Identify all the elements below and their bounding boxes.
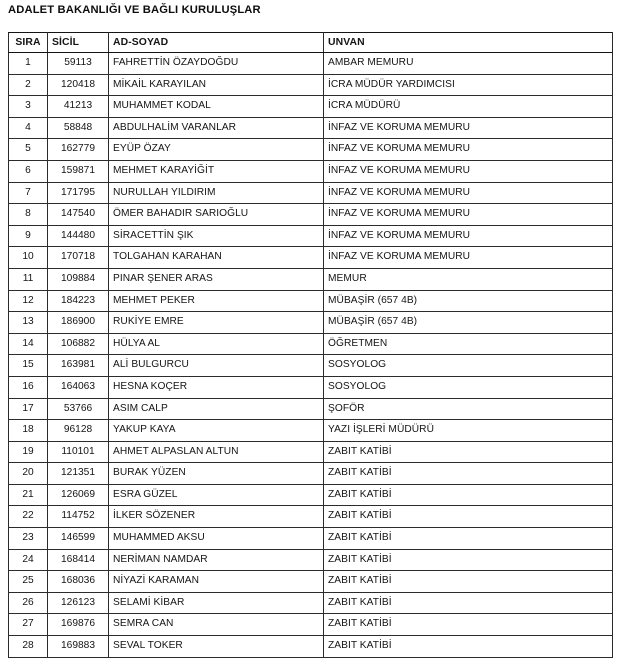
cell-sira: 3 (9, 96, 48, 118)
table-row (9, 247, 613, 269)
cell-sicil: 164063 (48, 376, 109, 398)
cell-sicil: 110101 (48, 441, 109, 463)
cell-sicil: 114752 (48, 506, 109, 528)
cell-unvan: MÜBAŞİR (657 4B) (324, 290, 613, 312)
table-row (9, 312, 613, 334)
cell-unvan: ZABIT KATİBİ (324, 441, 613, 463)
cell-unvan: SOSYOLOG (324, 355, 613, 377)
table-row (9, 333, 613, 355)
cell-ad-soyad: ALİ BULGURCU (109, 355, 324, 377)
cell-sicil: 162779 (48, 139, 109, 161)
cell-ad-soyad: ÖMER BAHADIR SARIOĞLU (109, 204, 324, 226)
cell-unvan: İNFAZ VE KORUMA MEMURU (324, 247, 613, 269)
table-row (9, 398, 613, 420)
cell-unvan: ŞOFÖR (324, 398, 613, 420)
cell-ad-soyad: SEMRA CAN (109, 614, 324, 636)
cell-sira: 19 (9, 441, 48, 463)
column-header-sicil: SİCİL (48, 33, 109, 53)
cell-sira: 10 (9, 247, 48, 269)
cell-ad-soyad: SEVAL TOKER (109, 636, 324, 658)
cell-sicil: 171795 (48, 182, 109, 204)
cell-sicil: 163981 (48, 355, 109, 377)
table-row (9, 592, 613, 614)
table-body (9, 53, 613, 658)
cell-unvan: ÖĞRETMEN (324, 333, 613, 355)
cell-unvan: İCRA MÜDÜR YARDIMCISI (324, 74, 613, 96)
table-row (9, 355, 613, 377)
cell-sira: 28 (9, 636, 48, 658)
table-row (9, 160, 613, 182)
cell-ad-soyad: MEHMET KARAYİĞİT (109, 160, 324, 182)
cell-sicil: 59113 (48, 53, 109, 75)
table-row (9, 614, 613, 636)
cell-ad-soyad: RUKİYE EMRE (109, 312, 324, 334)
cell-unvan: ZABIT KATİBİ (324, 484, 613, 506)
cell-ad-soyad: NİYAZİ KARAMAN (109, 571, 324, 593)
table-header (9, 33, 613, 53)
table-row (9, 549, 613, 571)
cell-sira: 21 (9, 484, 48, 506)
table-row (9, 117, 613, 139)
cell-sicil: 121351 (48, 463, 109, 485)
column-header-sira: SIRA (9, 33, 48, 53)
cell-sicil: 106882 (48, 333, 109, 355)
cell-ad-soyad: ABDULHALİM VARANLAR (109, 117, 324, 139)
cell-ad-soyad: NURULLAH YILDIRIM (109, 182, 324, 204)
cell-sira: 11 (9, 268, 48, 290)
cell-ad-soyad: NERİMAN NAMDAR (109, 549, 324, 571)
cell-ad-soyad: AHMET ALPASLAN ALTUN (109, 441, 324, 463)
cell-unvan: ZABIT KATİBİ (324, 506, 613, 528)
cell-unvan: İNFAZ VE KORUMA MEMURU (324, 204, 613, 226)
table-row (9, 441, 613, 463)
cell-sira: 24 (9, 549, 48, 571)
cell-ad-soyad: HESNA KOÇER (109, 376, 324, 398)
column-header-ad-soyad: AD-SOYAD (109, 33, 324, 53)
cell-unvan: MEMUR (324, 268, 613, 290)
cell-unvan: ZABIT KATİBİ (324, 463, 613, 485)
cell-ad-soyad: ASIM CALP (109, 398, 324, 420)
cell-sicil: 184223 (48, 290, 109, 312)
cell-unvan: İNFAZ VE KORUMA MEMURU (324, 182, 613, 204)
cell-unvan: AMBAR MEMURU (324, 53, 613, 75)
cell-sira: 20 (9, 463, 48, 485)
cell-ad-soyad: MEHMET PEKER (109, 290, 324, 312)
cell-sira: 15 (9, 355, 48, 377)
cell-sicil: 186900 (48, 312, 109, 334)
cell-sira: 1 (9, 53, 48, 75)
cell-ad-soyad: BURAK YÜZEN (109, 463, 324, 485)
cell-sira: 25 (9, 571, 48, 593)
table-row (9, 268, 613, 290)
cell-unvan: ZABIT KATİBİ (324, 614, 613, 636)
cell-sicil: 168414 (48, 549, 109, 571)
cell-sicil: 170718 (48, 247, 109, 269)
cell-unvan: İNFAZ VE KORUMA MEMURU (324, 117, 613, 139)
cell-unvan: İNFAZ VE KORUMA MEMURU (324, 225, 613, 247)
cell-ad-soyad: TOLGAHAN KARAHAN (109, 247, 324, 269)
cell-sicil: 146599 (48, 528, 109, 550)
table-row (9, 420, 613, 442)
table-row (9, 96, 613, 118)
cell-unvan: SOSYOLOG (324, 376, 613, 398)
table-row (9, 636, 613, 658)
cell-sicil: 169876 (48, 614, 109, 636)
cell-ad-soyad: PINAR ŞENER ARAS (109, 268, 324, 290)
table-row (9, 182, 613, 204)
cell-ad-soyad: SİRACETTİN ŞIK (109, 225, 324, 247)
cell-unvan: ZABIT KATİBİ (324, 592, 613, 614)
column-header-unvan: UNVAN (324, 33, 613, 53)
cell-ad-soyad: İLKER SÖZENER (109, 506, 324, 528)
cell-sicil: 147540 (48, 204, 109, 226)
cell-sicil: 41213 (48, 96, 109, 118)
cell-sicil: 169883 (48, 636, 109, 658)
cell-unvan: İCRA MÜDÜRÜ (324, 96, 613, 118)
table-row (9, 376, 613, 398)
cell-sira: 5 (9, 139, 48, 161)
table-row (9, 225, 613, 247)
table-row (9, 139, 613, 161)
cell-ad-soyad: MUHAMMED AKSU (109, 528, 324, 550)
cell-sira: 17 (9, 398, 48, 420)
cell-unvan: İNFAZ VE KORUMA MEMURU (324, 139, 613, 161)
cell-ad-soyad: FAHRETTİN ÖZAYDOĞDU (109, 53, 324, 75)
cell-ad-soyad: HÜLYA AL (109, 333, 324, 355)
cell-ad-soyad: EYÜP ÖZAY (109, 139, 324, 161)
table-row (9, 571, 613, 593)
cell-sicil: 53766 (48, 398, 109, 420)
cell-sira: 2 (9, 74, 48, 96)
cell-sicil: 109884 (48, 268, 109, 290)
table-row (9, 53, 613, 75)
cell-sira: 8 (9, 204, 48, 226)
table-row (9, 484, 613, 506)
table-row (9, 290, 613, 312)
cell-sira: 26 (9, 592, 48, 614)
cell-sira: 13 (9, 312, 48, 334)
cell-unvan: ZABIT KATİBİ (324, 549, 613, 571)
table-row (9, 463, 613, 485)
cell-sira: 4 (9, 117, 48, 139)
cell-sira: 6 (9, 160, 48, 182)
cell-ad-soyad: MİKAİL KARAYILAN (109, 74, 324, 96)
cell-unvan: ZABIT KATİBİ (324, 571, 613, 593)
cell-ad-soyad: MUHAMMET KODAL (109, 96, 324, 118)
table-header-row (9, 33, 613, 53)
cell-sicil: 96128 (48, 420, 109, 442)
cell-sira: 16 (9, 376, 48, 398)
cell-unvan: MÜBAŞİR (657 4B) (324, 312, 613, 334)
cell-ad-soyad: YAKUP KAYA (109, 420, 324, 442)
cell-sicil: 58848 (48, 117, 109, 139)
table-row (9, 506, 613, 528)
cell-sira: 22 (9, 506, 48, 528)
cell-sira: 9 (9, 225, 48, 247)
cell-unvan: YAZI İŞLERİ MÜDÜRÜ (324, 420, 613, 442)
cell-sicil: 126123 (48, 592, 109, 614)
cell-sicil: 126069 (48, 484, 109, 506)
table-row (9, 528, 613, 550)
cell-unvan: ZABIT KATİBİ (324, 528, 613, 550)
cell-sira: 14 (9, 333, 48, 355)
cell-sicil: 144480 (48, 225, 109, 247)
cell-sira: 27 (9, 614, 48, 636)
cell-unvan: İNFAZ VE KORUMA MEMURU (324, 160, 613, 182)
cell-unvan: ZABIT KATİBİ (324, 636, 613, 658)
cell-sira: 23 (9, 528, 48, 550)
cell-sira: 7 (9, 182, 48, 204)
cell-sicil: 168036 (48, 571, 109, 593)
page-title: ADALET BAKANLIĞI VE BAĞLI KURULUŞLAR (8, 4, 261, 16)
cell-sicil: 120418 (48, 74, 109, 96)
personnel-listing-table (8, 32, 613, 658)
table-row (9, 74, 613, 96)
cell-ad-soyad: SELAMİ KİBAR (109, 592, 324, 614)
cell-sira: 12 (9, 290, 48, 312)
cell-sira: 18 (9, 420, 48, 442)
cell-ad-soyad: ESRA GÜZEL (109, 484, 324, 506)
table-row (9, 204, 613, 226)
cell-sicil: 159871 (48, 160, 109, 182)
